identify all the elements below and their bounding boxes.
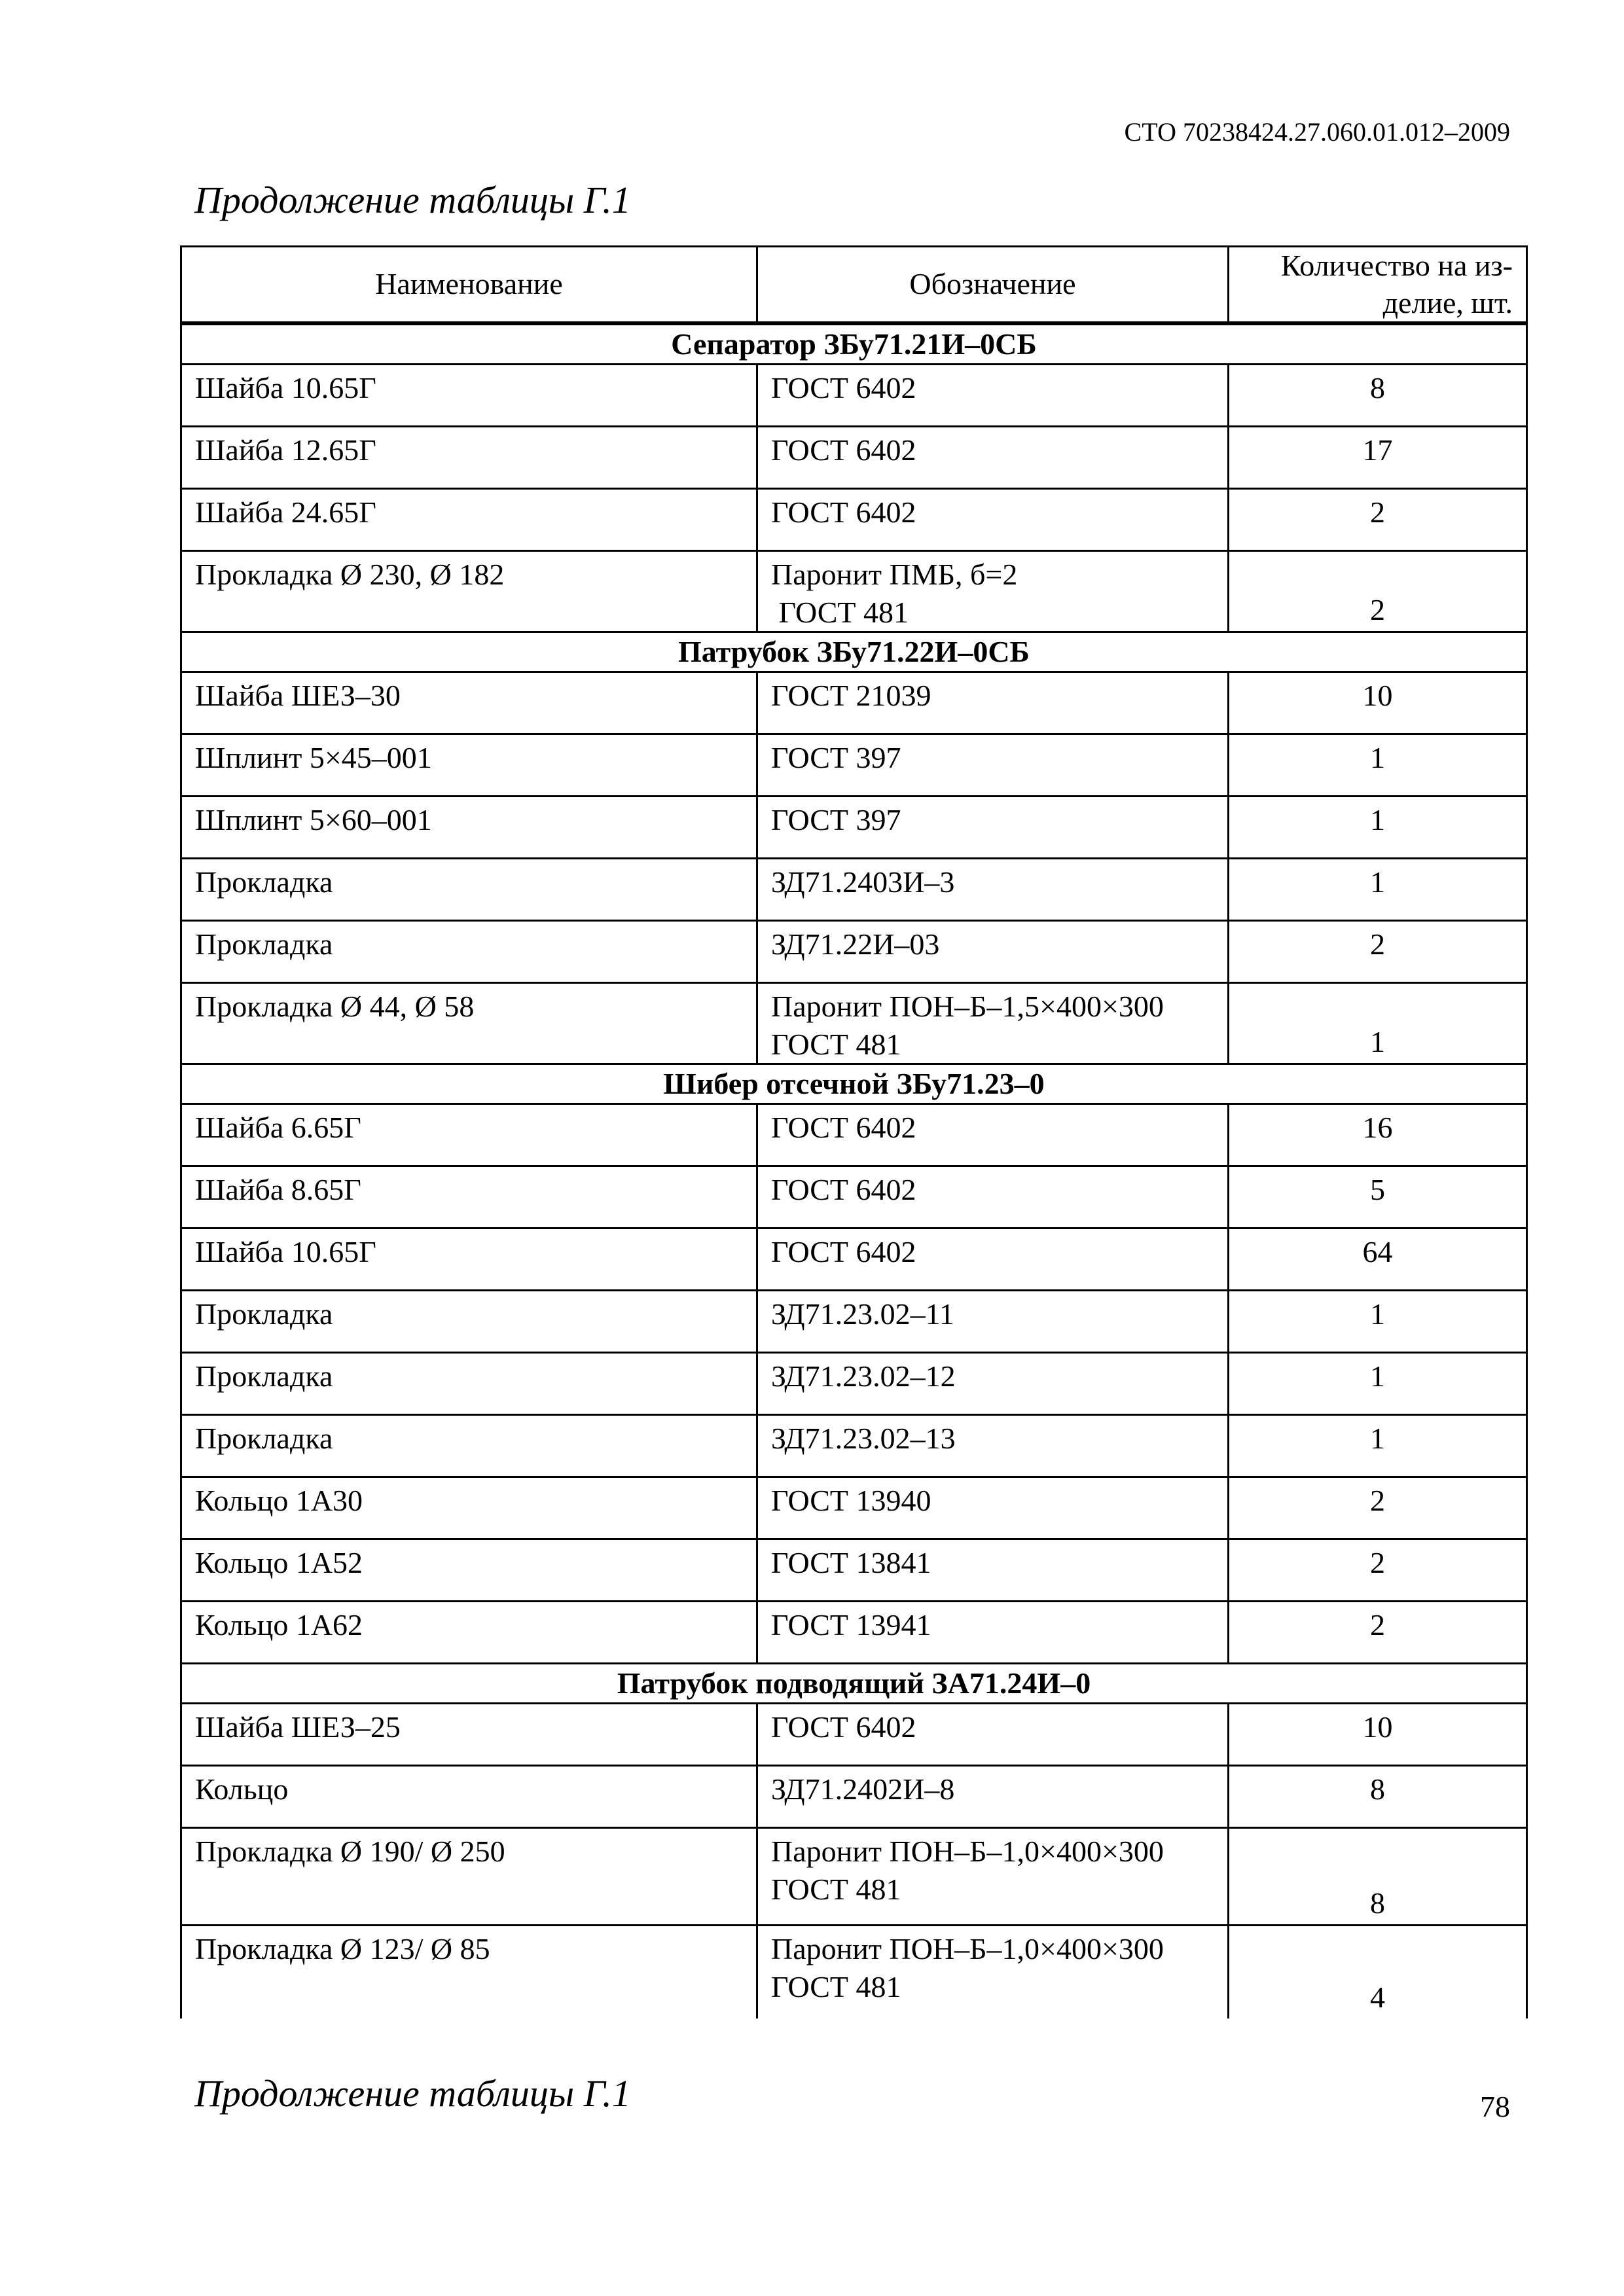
cell-designation bbox=[757, 1291, 1229, 1353]
table-header bbox=[181, 247, 1527, 324]
cell-quantity: 64 bbox=[1229, 1229, 1527, 1291]
cell-name: Шайба 12.65Г bbox=[181, 427, 757, 489]
designation-line: Паронит ПОН–Б–1,5×400×300 bbox=[771, 990, 1164, 1023]
cell-designation bbox=[757, 1926, 1229, 2019]
spec-table bbox=[180, 245, 1528, 2018]
table-body bbox=[181, 323, 1527, 2018]
table-row bbox=[181, 1602, 1527, 1664]
cell-quantity: 1 bbox=[1229, 734, 1527, 797]
designation-line: Паронит ПМБ, б=2 bbox=[771, 558, 1018, 591]
designation-line: ГОСТ 13941 bbox=[771, 1608, 931, 1641]
table-caption-top: Продолжение таблицы Г.1 bbox=[194, 179, 631, 221]
table-row bbox=[181, 1766, 1527, 1828]
cell-name: Прокладка bbox=[181, 859, 757, 921]
table-row bbox=[181, 1166, 1527, 1229]
designation-line: ГОСТ 6402 bbox=[771, 1235, 916, 1268]
table-row bbox=[181, 983, 1527, 1064]
cell-designation bbox=[757, 1229, 1229, 1291]
table-row bbox=[181, 1353, 1527, 1415]
document-code: СТО 70238424.27.060.01.012–2009 bbox=[1124, 117, 1510, 147]
cell-designation bbox=[757, 734, 1229, 797]
designation-line: Паронит ПОН–Б–1,0×400×300 bbox=[771, 1835, 1164, 1868]
section-row bbox=[181, 323, 1527, 365]
table-caption-bottom: Продолжение таблицы Г.1 bbox=[194, 2072, 631, 2115]
table-row bbox=[181, 1104, 1527, 1166]
cell-designation bbox=[757, 1704, 1229, 1766]
cell-quantity: 2 bbox=[1229, 1539, 1527, 1602]
column-header-quantity-line2: делие, шт. bbox=[1382, 285, 1513, 319]
cell-designation bbox=[757, 1353, 1229, 1415]
cell-quantity: 1 bbox=[1229, 797, 1527, 859]
designation-line: ЗД71.2403И–3 bbox=[771, 865, 955, 899]
section-title: Сепаратор ЗБу71.21И–0СБ bbox=[181, 323, 1527, 365]
cell-quantity: 2 bbox=[1229, 1477, 1527, 1539]
designation-line: ГОСТ 6402 bbox=[771, 1173, 916, 1206]
designation-line: ГОСТ 397 bbox=[771, 803, 901, 836]
designation-line: ЗД71.23.02–11 bbox=[771, 1297, 954, 1331]
designation-line: ГОСТ 6402 bbox=[771, 495, 916, 529]
cell-designation bbox=[757, 1104, 1229, 1166]
cell-designation bbox=[757, 1828, 1229, 1926]
table-row bbox=[181, 489, 1527, 551]
cell-name: Шайба 24.65Г bbox=[181, 489, 757, 551]
table-row bbox=[181, 1415, 1527, 1477]
cell-quantity: 1 bbox=[1229, 1291, 1527, 1353]
cell-quantity: 10 bbox=[1229, 672, 1527, 734]
cell-quantity: 5 bbox=[1229, 1166, 1527, 1229]
cell-name: Прокладка bbox=[181, 1353, 757, 1415]
designation-line: ЗД71.23.02–13 bbox=[771, 1422, 956, 1455]
designation-line: ГОСТ 13841 bbox=[771, 1546, 931, 1579]
cell-name: Шплинт 5×60–001 bbox=[181, 797, 757, 859]
column-header-name: Наименование bbox=[181, 247, 757, 324]
table-row bbox=[181, 859, 1527, 921]
cell-designation bbox=[757, 551, 1229, 632]
cell-designation bbox=[757, 489, 1229, 551]
cell-quantity: 2 bbox=[1229, 489, 1527, 551]
column-header-quantity bbox=[1229, 247, 1527, 324]
table-row bbox=[181, 921, 1527, 983]
cell-name: Шайба ШЕЗ–30 bbox=[181, 672, 757, 734]
cell-quantity: 4 bbox=[1229, 1926, 1527, 2019]
cell-name: Прокладка bbox=[181, 1291, 757, 1353]
cell-name: Прокладка Ø 123/ Ø 85 bbox=[181, 1926, 757, 2019]
designation-line: ЗД71.2402И–8 bbox=[771, 1772, 955, 1806]
table-row bbox=[181, 1291, 1527, 1353]
cell-name: Шайба 8.65Г bbox=[181, 1166, 757, 1229]
column-header-quantity-line1: Количество на из- bbox=[1280, 249, 1513, 283]
cell-quantity: 1 bbox=[1229, 983, 1527, 1064]
cell-quantity: 8 bbox=[1229, 1828, 1527, 1926]
cell-name: Шайба 10.65Г bbox=[181, 365, 757, 427]
section-title: Патрубок подводящий ЗА71.24И–0 bbox=[181, 1664, 1527, 1704]
table-row bbox=[181, 1477, 1527, 1539]
table-row bbox=[181, 1704, 1527, 1766]
table-row bbox=[181, 1926, 1527, 2019]
cell-designation bbox=[757, 983, 1229, 1064]
table-row bbox=[181, 1539, 1527, 1602]
cell-designation bbox=[757, 1766, 1229, 1828]
designation-line: ГОСТ 6402 bbox=[771, 433, 916, 467]
cell-name: Прокладка Ø 190/ Ø 250 bbox=[181, 1828, 757, 1926]
table-row bbox=[181, 1229, 1527, 1291]
cell-designation bbox=[757, 797, 1229, 859]
table-row bbox=[181, 551, 1527, 632]
section-title: Шибер отсечной ЗБу71.23–0 bbox=[181, 1064, 1527, 1104]
cell-quantity: 2 bbox=[1229, 551, 1527, 632]
designation-line: ГОСТ 481 bbox=[771, 1027, 901, 1061]
cell-quantity: 8 bbox=[1229, 1766, 1527, 1828]
table-row bbox=[181, 734, 1527, 797]
cell-name: Кольцо 1А62 bbox=[181, 1602, 757, 1664]
designation-line: ГОСТ 481 bbox=[771, 1872, 901, 1906]
cell-name: Шайба 10.65Г bbox=[181, 1229, 757, 1291]
cell-designation bbox=[757, 1166, 1229, 1229]
cell-quantity: 16 bbox=[1229, 1104, 1527, 1166]
cell-name: Шайба ШЕЗ–25 bbox=[181, 1704, 757, 1766]
table-row bbox=[181, 365, 1527, 427]
designation-line: ЗД71.22И–03 bbox=[771, 927, 940, 961]
page-number: 78 bbox=[1480, 2090, 1510, 2123]
designation-line: ГОСТ 481 bbox=[771, 595, 909, 629]
cell-quantity: 10 bbox=[1229, 1704, 1527, 1766]
table-row bbox=[181, 1828, 1527, 1926]
designation-line: Паронит ПОН–Б–1,0×400×300 bbox=[771, 1932, 1164, 1965]
cell-quantity: 1 bbox=[1229, 859, 1527, 921]
cell-quantity: 17 bbox=[1229, 427, 1527, 489]
table-row bbox=[181, 672, 1527, 734]
designation-line: ГОСТ 6402 bbox=[771, 371, 916, 404]
cell-designation bbox=[757, 1477, 1229, 1539]
cell-quantity: 1 bbox=[1229, 1353, 1527, 1415]
designation-line: ГОСТ 6402 bbox=[771, 1111, 916, 1144]
cell-quantity: 2 bbox=[1229, 921, 1527, 983]
cell-name: Прокладка Ø 44, Ø 58 bbox=[181, 983, 757, 1064]
cell-designation bbox=[757, 859, 1229, 921]
designation-line: ГОСТ 397 bbox=[771, 741, 901, 774]
cell-designation bbox=[757, 1602, 1229, 1664]
cell-designation bbox=[757, 1539, 1229, 1602]
designation-line: ГОСТ 13940 bbox=[771, 1484, 931, 1517]
cell-name: Кольцо bbox=[181, 1766, 757, 1828]
designation-line: ЗД71.23.02–12 bbox=[771, 1359, 956, 1393]
cell-quantity: 8 bbox=[1229, 365, 1527, 427]
table-row bbox=[181, 427, 1527, 489]
cell-name: Кольцо 1А52 bbox=[181, 1539, 757, 1602]
cell-designation bbox=[757, 672, 1229, 734]
section-row bbox=[181, 1064, 1527, 1104]
cell-name: Прокладка Ø 230, Ø 182 bbox=[181, 551, 757, 632]
cell-designation bbox=[757, 1415, 1229, 1477]
designation-line: ГОСТ 21039 bbox=[771, 679, 931, 712]
cell-name: Шайба 6.65Г bbox=[181, 1104, 757, 1166]
cell-designation bbox=[757, 427, 1229, 489]
cell-quantity: 1 bbox=[1229, 1415, 1527, 1477]
column-header-designation: Обозначение bbox=[757, 247, 1229, 324]
designation-line: ГОСТ 481 bbox=[771, 1969, 901, 2003]
section-row bbox=[181, 1664, 1527, 1704]
designation-line: ГОСТ 6402 bbox=[771, 1710, 916, 1744]
table-row bbox=[181, 797, 1527, 859]
section-title: Патрубок ЗБу71.22И–0СБ bbox=[181, 632, 1527, 672]
section-row bbox=[181, 632, 1527, 672]
cell-name: Прокладка bbox=[181, 1415, 757, 1477]
cell-name: Шплинт 5×45–001 bbox=[181, 734, 757, 797]
cell-name: Кольцо 1А30 bbox=[181, 1477, 757, 1539]
cell-designation bbox=[757, 365, 1229, 427]
cell-name: Прокладка bbox=[181, 921, 757, 983]
cell-designation bbox=[757, 921, 1229, 983]
cell-quantity: 2 bbox=[1229, 1602, 1527, 1664]
